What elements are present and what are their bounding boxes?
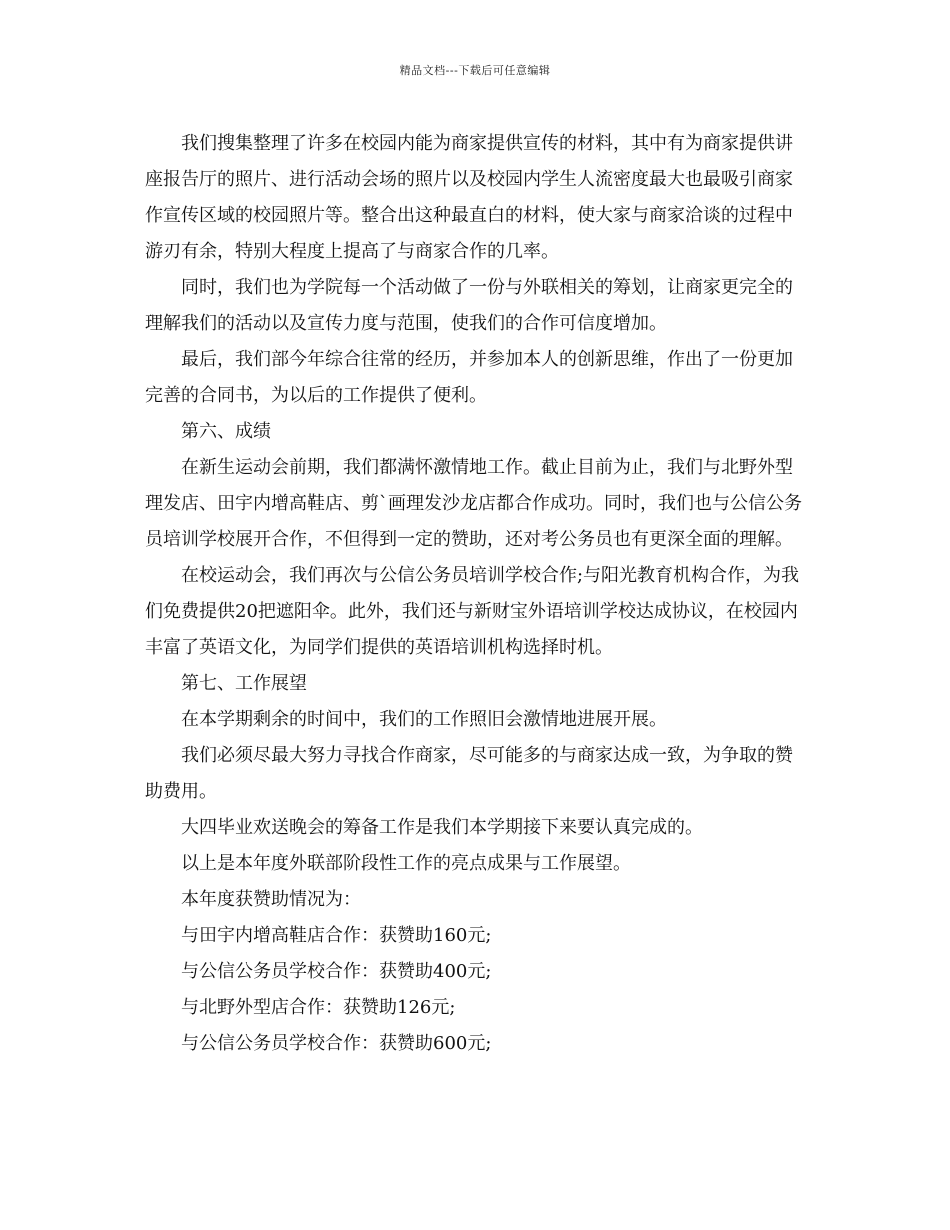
paragraph-sports-meet: 在校运动会，我们再次与公信公务员培训学校合作;与阳光教育机构合作，为我们免费提供20把遮阳伞。此外，我们还与新财宝外语培训学校达成协议，在校园内丰富了英语文化，为同学们提供的英语培训机构选择时机。 [145,565,800,658]
paragraph-graduation-party: 大四毕业欢送晚会的筹备工作是我们本学期接下来要认真完成的。 [181,817,703,838]
section-heading-results: 第六、成绩 [181,421,271,442]
sponsorship-heading: 本年度获赞助情况为： [181,889,361,910]
document-body [145,126,805,1062]
page-header: 精品文档---下载后可任意编辑 [399,64,551,77]
paragraph-summary: 以上是本年度外联部阶段性工作的亮点成果与工作展望。 [181,853,631,874]
sponsorship-item: 与公信公务员学校合作：获赞助400元; [181,961,492,982]
section-heading-outlook: 第七、工作展望 [181,673,307,694]
paragraph-find-sponsors: 我们必须尽最大努力寻找合作商家，尽可能多的与商家达成一致，为争取的赞助费用。 [145,745,793,802]
sponsorship-item: 与田宇内增高鞋店合作：获赞助160元; [181,925,492,946]
paragraph-remaining-time: 在本学期剩余的时间中，我们的工作照旧会激情地进展开展。 [181,709,667,730]
paragraph-planning: 同时，我们也为学院每一个活动做了一份与外联相关的筹划，让商家更完全的理解我们的活动以及宣传力度与范围，使我们的合作可信度增加。 [145,277,793,334]
sponsorship-item: 与公信公务员学校合作：获赞助600元; [181,1033,492,1054]
paragraph-materials: 我们搜集整理了许多在校园内能为商家提供宣传的材料，其中有为商家提供讲座报告厅的照片、进行活动会场的照片以及校园内学生人流密度最大也最吸引商家作宣传区域的校园照片等。整合出这种最直白的材料，使大家与商家洽谈的过程中游刃有余，特别大程度上提高了与商家合作的几率。 [145,133,793,262]
sponsorship-item: 与北野外型店合作：获赞助126元; [181,997,456,1018]
paragraph-sports-meet-early: 在新生运动会前期，我们都满怀激情地工作。截止目前为止，我们与北野外型理发店、田宇内增高鞋店、剪`画理发沙龙店都合作成功。同时，我们也与公信公务员培训学校展开合作，不但得到一定的赞助，还对考公务员也有更深全面的理解。 [145,457,802,550]
paragraph-contract: 最后，我们部今年综合往常的经历，并参加本人的创新思维，作出了一份更加完善的合同书，为以后的工作提供了便利。 [145,349,793,406]
